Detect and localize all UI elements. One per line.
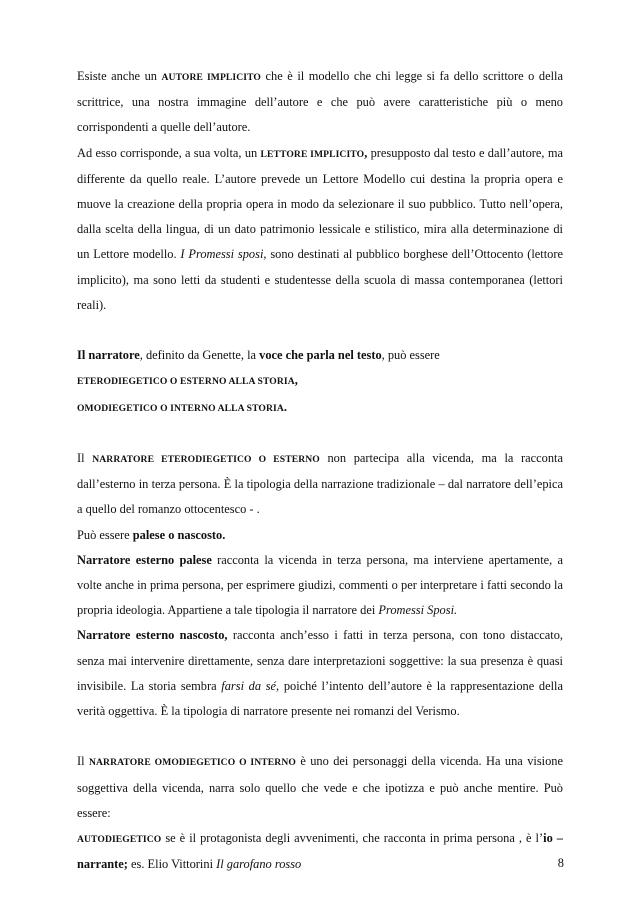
spacer (77, 318, 563, 343)
term-autodiegetico: AUTODIEGETICO (77, 834, 162, 846)
spacer (77, 421, 563, 446)
title-promessi-sposi: I Promessi sposi, (180, 247, 267, 262)
term-voce-testo: voce che parla nel testo (259, 348, 382, 363)
paragraph-palese-nascosto: Può essere palese o nascosto. (77, 527, 226, 542)
paragraph-lettore-implicito: Ad esso corrisponde, a sua volta, un LETTORE IMPLICITO, presupposto dal testo e dall’autore, ma differente da quello reale. L’autore prevede un Lettore Modello cui destina la propria opera e muove la creazione della propria opera in modo da selezionare il suo pubblico. Tutto nell’opera, dalla scelta della lingua, di un dato patrimonio lessicale e stilistico, mira alla determinazione di un Lettore modello. I Promessi sposi, sono destinati al pubblico borghese dell’Ottocento (lettore implicito), ma sono letti da studenti e studentesse della scuola di massa contemporanea (lettori reali). (77, 145, 563, 312)
page-number: 8 (557, 856, 564, 870)
term-lettore-implicito: LETTORE IMPLICITO (260, 148, 365, 160)
spacer (77, 724, 563, 749)
term-il-narratore: Il narratore (77, 348, 140, 363)
term-esterno-palese: Narratore esterno palese (77, 552, 212, 567)
option-eterodiegetico: ETERODIEGETICO O ESTERNO ALLA STORIA, (77, 373, 298, 388)
paragraph-narratore-eterodiegetico: Il NARRATORE ETERODIEGETICO O ESTERNO non partecipa alla vicenda, ma la racconta dall’esterno in terza persona. È la tipologia della narrazione tradizionale – dal narratore dell’epica a quello del romanzo ottocentesco - . (77, 451, 564, 517)
term-narratore-eterodiegetico: NARRATORE ETERODIEGETICO O ESTERNO (92, 454, 320, 466)
page-body (77, 64, 563, 877)
paragraph-esterno-palese: Narratore esterno palese racconta la vicenda in terza persona, ma interviene apertamente, a volte anche in prima persona, per esprimere giudizi, commenti o per interpretare i fatti secondo la propria ideologia. Appartiene a tale tipologia il narratore dei Promessi Sposi. (77, 552, 563, 618)
paragraph-narratore-omodiegetico: Il NARRATORE OMODIEGETICO O INTERNO è uno dei personaggi della vicenda. Ha una visione soggettiva della vicenda, narra solo quello che vede e che ipotizza e può anche mentire. Può essere: (77, 754, 563, 820)
term-narratore-omodiegetico: NARRATORE OMODIEGETICO O INTERNO (88, 757, 296, 769)
term-esterno-nascosto: Narratore esterno nascosto, (77, 628, 228, 643)
paragraph-esterno-nascosto: Narratore esterno nascosto, racconta anch’esso i fatti in terza persona, con tono distaccato, senza mai intervenire direttamente, senza dare interpretazioni soggettive: la sua presenza è quasi invisibile. La storia sembra farsi da sé, poiché l’intento dell’autore è la rappresentazione della verità oggettiva. È la tipologia di narratore presente nei romanzi del Verismo. (77, 628, 563, 719)
option-omodiegetico: OMODIEGETICO O INTERNO ALLA STORIA. (77, 399, 287, 414)
term-autore-implicito: AUTORE IMPLICITO (161, 72, 261, 83)
title-garofano-rosso: Il garofano rosso (216, 857, 302, 872)
paragraph-autodiegetico: AUTODIEGETICO se è il protagonista degli avvenimenti, che racconta in prima persona , è l’io – narrante; es. Elio Vittorini Il garofano rosso (77, 831, 563, 872)
paragraph-autore-implicito: Esiste anche un AUTORE IMPLICITO che è il modello che chi legge si fa dello scrittore o della scrittrice, una nostra immagine dell’autore e che può avere caratteristiche più o meno corrispondenti a quelle dell’autore. (77, 69, 563, 135)
paragraph-il-narratore: Il narratore, definito da Genette, la voce che parla nel testo, può essere (77, 348, 440, 363)
